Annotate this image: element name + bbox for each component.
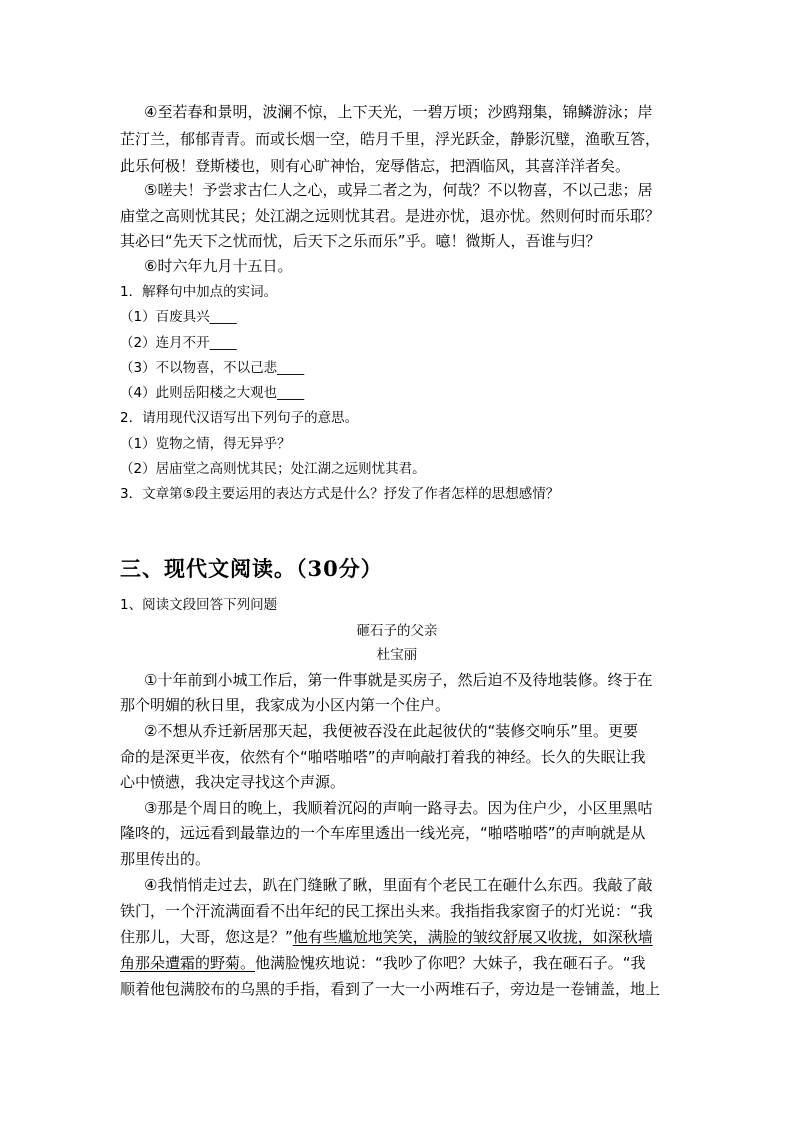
classical-p5-line2: 庙堂之高则忧其民；处江湖之远则忧其君。是进亦忧，退亦忧。然则何时而乐耶？: [120, 207, 661, 225]
underlined-sentence: 他有些尴尬地笑笑，满脸的皱纹舒展又收拢，如深秋墙: [292, 928, 653, 946]
underlined-sentence: 角那朵遭霜的野菊。: [120, 954, 256, 972]
plain-text: 他满脸愧疚地说：“我吵了你吧？大妹子，我在砸石子。“我: [255, 954, 646, 972]
modern-p4-line2: 铁门，一个汗流满面看不出年纪的民工探出头来。我指指我家窗子的灯光说：“我: [120, 902, 653, 920]
modern-p4-line4: [120, 954, 646, 972]
modern-p4-line1: ④我悄悄走过去，趴在门缝瞅了瞅，里面有个老民工在砸什么东西。我敲了敲: [144, 876, 653, 894]
question-1-item: （2）连月不开____: [120, 335, 237, 351]
modern-p4-line5: 顺着他包满胶布的乌黑的手指，看到了一大一小两堆石子，旁边是一卷铺盖，地上: [120, 980, 661, 998]
classical-p4-line3: 此乐何极！登斯楼也，则有心旷神怡，宠辱偕忘，把酒临风，其喜洋洋者矣。: [120, 157, 631, 175]
classical-p5-line3: 其必曰“先天下之忧而忧，后天下之乐而乐”乎。噫！微斯人，吾谁与归？: [120, 232, 601, 250]
question-2: 2．请用现代汉语写出下列句子的意思。: [120, 410, 359, 426]
modern-p3-line2: 隆咚的，远远看到最靠边的一个车库里透出一线光亮，“啪嗒啪嗒”的声响就是从: [120, 824, 646, 842]
question-1-item: （3）不以物喜，不以己悲____: [120, 360, 305, 376]
question-1-item: （4）此则岳阳楼之大观也____: [120, 385, 305, 401]
question-3: 3．文章第⑤段主要运用的表达方式是什么？抒发了作者怎样的思想感情？: [120, 486, 560, 502]
article-title: 砸石子的父亲: [356, 623, 438, 639]
modern-p3-line1: ③那是个周日的晚上，我顺着沉闷的声响一路寻去。因为住户少，小区里黑咕: [144, 799, 653, 817]
question-2-item: （2）居庙堂之高则忧其民；处江湖之远则忧其君。: [120, 461, 426, 477]
classical-p4-line2: 芷汀兰，郁郁青青。而或长烟一空，皓月千里，浮光跃金，静影沉璧，渔歌互答，: [120, 130, 661, 148]
article-author: 杜宝丽: [376, 647, 418, 663]
reading-instruction: 1、阅读文段回答下列问题: [120, 597, 278, 613]
modern-p2-line3: 心中愤懑，我决定寻找这个声源。: [120, 773, 346, 791]
question-2-item: （1）览物之情，得无异乎？: [120, 436, 291, 452]
classical-p6: ⑥时六年九月十五日。: [144, 257, 293, 275]
modern-p3-line3: 那里传出的。: [120, 850, 211, 868]
question-1: 1．解释句中加点的实词。: [120, 284, 278, 300]
plain-text: 住那儿，大哥，您这是？”: [120, 928, 293, 946]
section-heading: 三、现代文阅读。（30分）: [120, 556, 383, 581]
modern-p2-line1: ②不想从乔迁新居那天起，我便被吞没在此起彼伏的“装修交响乐”里。更要: [144, 722, 638, 740]
question-1-item: （1）百废具兴____: [120, 309, 237, 325]
modern-p2-line2: 命的是深更半夜，依然有个“啪嗒啪嗒”的声响敲打着我的神经。长久的失眠让我: [120, 748, 646, 766]
classical-p4-line1: ④至若春和景明，波澜不惊，上下天光，一碧万顷；沙鸥翔集，锦鳞游泳；岸: [144, 103, 653, 121]
classical-p5-line1: ⑤嗟夫！予尝求古仁人之心，或异二者之为，何哉？不以物喜，不以己悲；居: [144, 181, 653, 199]
modern-p4-line3: [120, 928, 653, 946]
modern-p1-line1: ①十年前到小城工作后，第一件事就是买房子，然后迫不及待地装修。终于在: [144, 671, 653, 689]
modern-p1-line2: 那个明媚的秋日里，我家成为小区内第一个住户。: [120, 696, 451, 714]
